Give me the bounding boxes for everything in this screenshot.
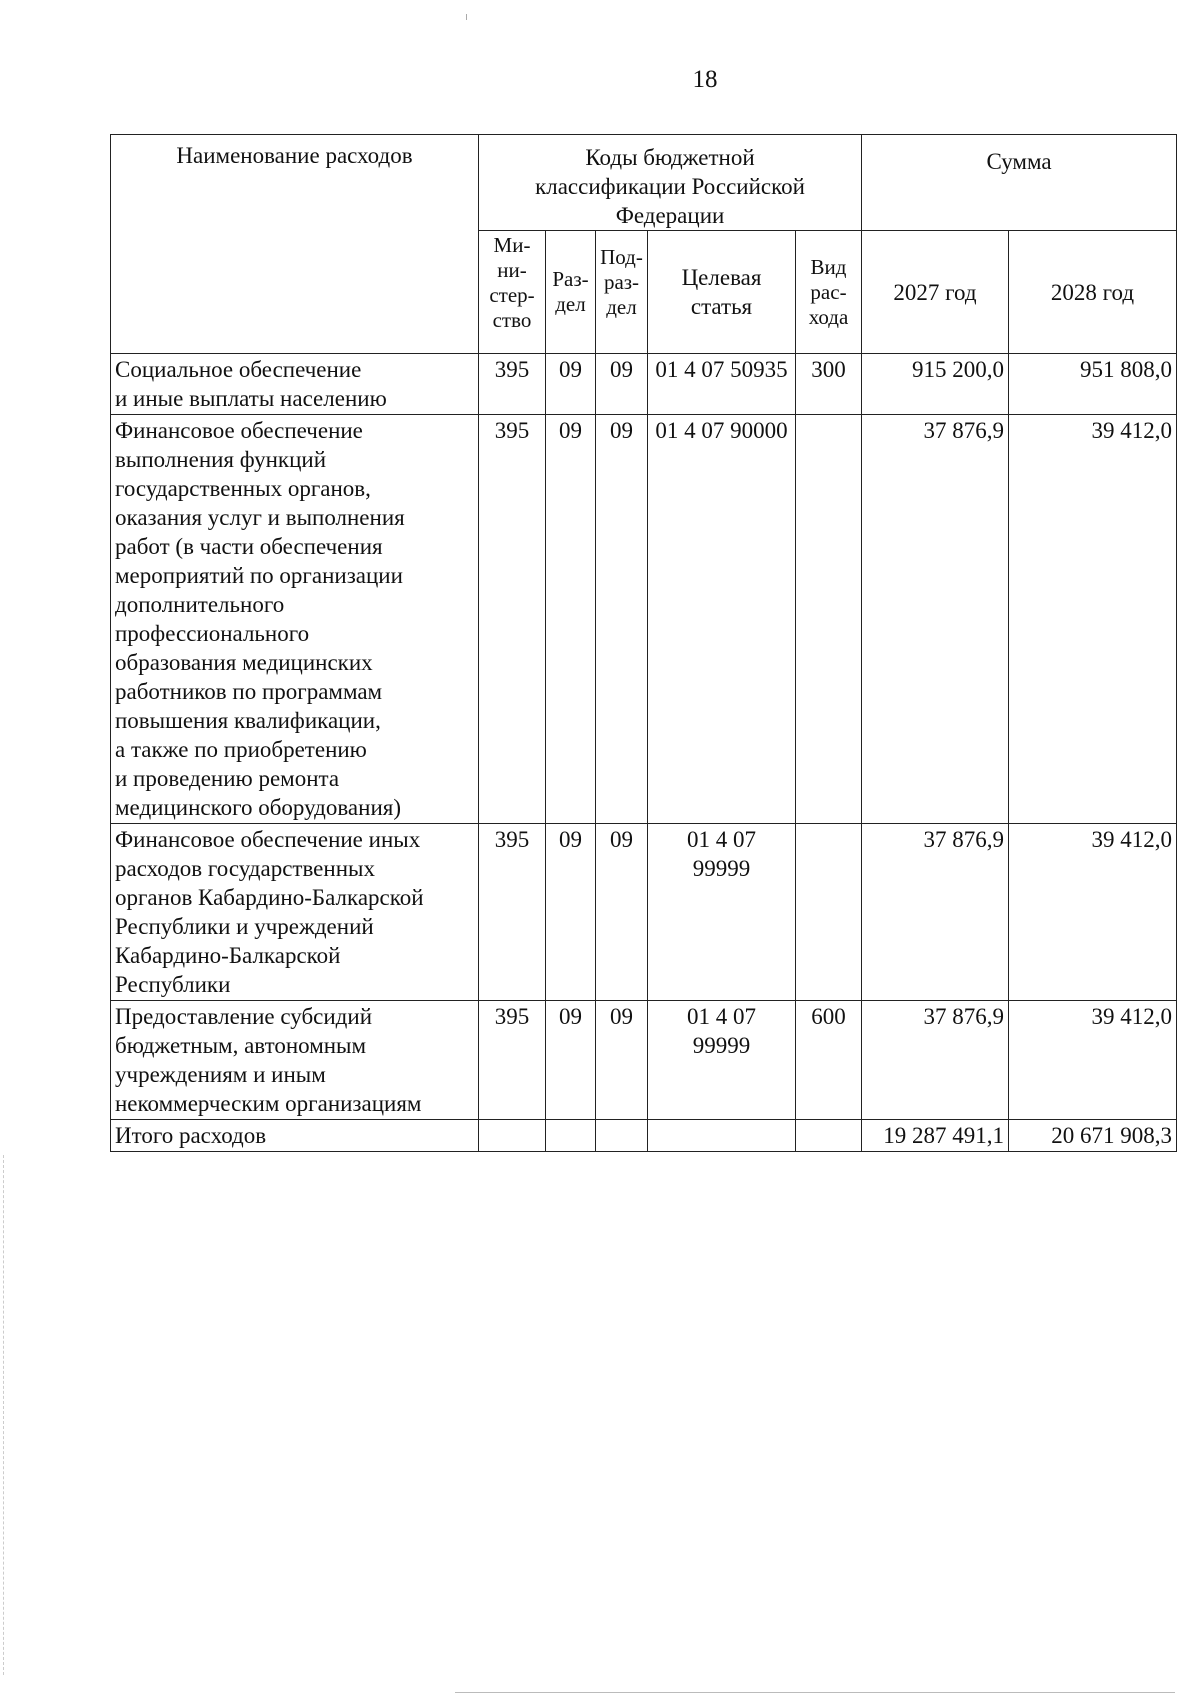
budget-table	[110, 134, 1177, 1152]
row-type	[796, 824, 862, 1001]
row-target: 01 4 07 99999	[648, 1001, 796, 1120]
scan-artifact	[455, 1692, 1175, 1693]
row-sum-2028: 39 412,0	[1009, 824, 1177, 1001]
row-type	[796, 415, 862, 824]
total-empty-cell	[648, 1120, 796, 1152]
total-empty-cell	[479, 1120, 546, 1152]
row-section: 09	[546, 824, 596, 1001]
row-sum-2027: 37 876,9	[862, 415, 1009, 824]
total-empty-cell	[546, 1120, 596, 1152]
row-sum-2027: 37 876,9	[862, 1001, 1009, 1120]
table-row	[111, 415, 1177, 824]
header-ministry: Ми- ни- стер- ство	[479, 231, 546, 354]
row-ministry: 395	[479, 415, 546, 824]
total-row	[111, 1120, 1177, 1152]
scan-artifact	[3, 1155, 5, 1675]
header-subsection: Под- раз- дел	[596, 231, 648, 354]
row-type: 300	[796, 354, 862, 415]
table-row	[111, 824, 1177, 1001]
total-sum-2027: 19 287 491,1	[862, 1120, 1009, 1152]
row-sum-2028: 951 808,0	[1009, 354, 1177, 415]
table-row	[111, 1001, 1177, 1120]
header-sum-group: Сумма	[862, 135, 1177, 231]
header-2027: 2027 год	[862, 231, 1009, 354]
row-subsection: 09	[596, 824, 648, 1001]
row-ministry: 395	[479, 824, 546, 1001]
header-section: Раз- дел	[546, 231, 596, 354]
row-subsection: 09	[596, 1001, 648, 1120]
row-target: 01 4 07 50935	[648, 354, 796, 415]
header-target: Целевая статья	[648, 231, 796, 354]
row-name: Финансовое обеспечение выполнения функций государственных органов, оказания услуг и выполнения работ (в части обеспечения мероприятий по организации дополнительного профессионального образования медицинских работников по программам повышения квалификации, а также по приобретению и проведению ремонта медицинского оборудования)	[111, 415, 479, 824]
total-sum-2028: 20 671 908,3	[1009, 1120, 1177, 1152]
header-name: Наименование расходов	[111, 135, 479, 354]
header-row-1	[111, 135, 1177, 231]
scan-artifact	[466, 14, 467, 20]
total-label: Итого расходов	[111, 1120, 479, 1152]
row-name: Финансовое обеспечение иных расходов государственных органов Кабардино-Балкарской Республики и учреждений Кабардино-Балкарской Республики	[111, 824, 479, 1001]
row-target: 01 4 07 90000	[648, 415, 796, 824]
row-name: Социальное обеспечение и иные выплаты населению	[111, 354, 479, 415]
row-sum-2027: 915 200,0	[862, 354, 1009, 415]
row-section: 09	[546, 415, 596, 824]
row-ministry: 395	[479, 354, 546, 415]
total-empty-cell	[796, 1120, 862, 1152]
row-sum-2028: 39 412,0	[1009, 1001, 1177, 1120]
row-section: 09	[546, 1001, 596, 1120]
page-number: 18	[692, 66, 718, 93]
header-type: Вид рас- хода	[796, 231, 862, 354]
row-subsection: 09	[596, 415, 648, 824]
total-empty-cell	[596, 1120, 648, 1152]
row-sum-2028: 39 412,0	[1009, 415, 1177, 824]
row-type: 600	[796, 1001, 862, 1120]
row-section: 09	[546, 354, 596, 415]
row-sum-2027: 37 876,9	[862, 824, 1009, 1001]
table-row	[111, 354, 1177, 415]
header-codes-group: Коды бюджетной классификации Российской Федерации	[479, 135, 862, 231]
row-ministry: 395	[479, 1001, 546, 1120]
row-subsection: 09	[596, 354, 648, 415]
header-2028: 2028 год	[1009, 231, 1177, 354]
row-target: 01 4 07 99999	[648, 824, 796, 1001]
row-name: Предоставление субсидий бюджетным, автономным учреждениям и иным некоммерческим организациям	[111, 1001, 479, 1120]
